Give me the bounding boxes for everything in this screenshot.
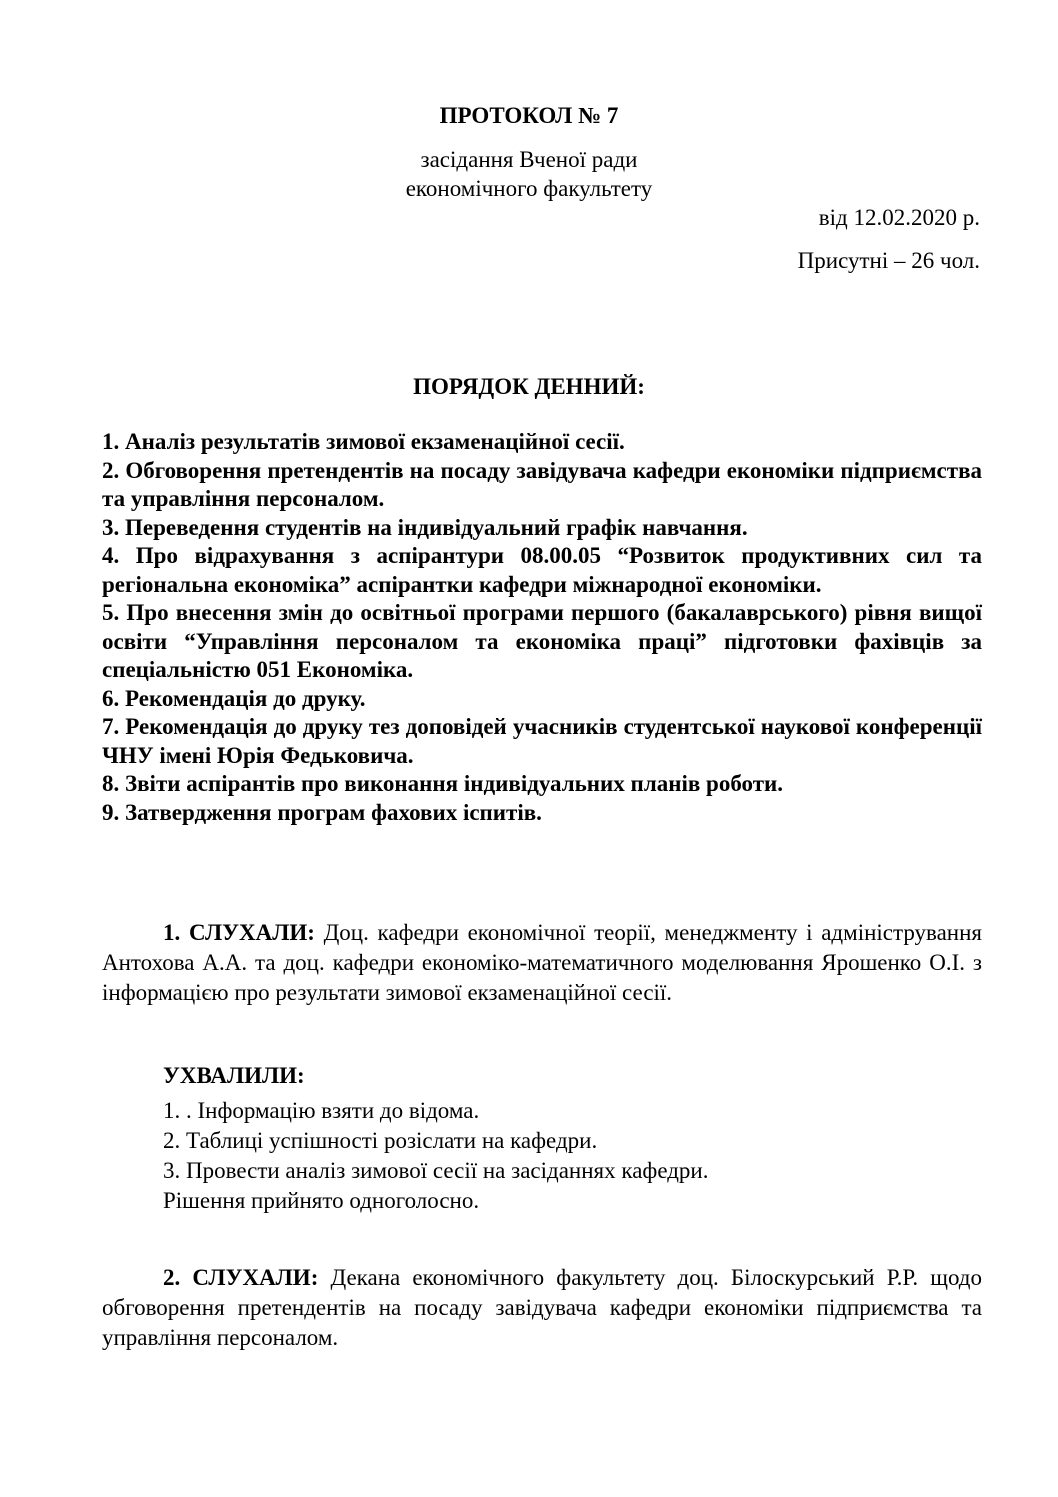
agenda-item: 5. Про внесення змін до освітньої програми першого (бакалаврського) рівня вищої освіти “Управління персоналом та економіка праці” підготовки фахівців за спеціальністю 051 Економіка.	[102, 600, 982, 682]
agenda-item: 7. Рекомендація до друку тез доповідей учасників студентської наукової конференції ЧНУ імені Юрія Федьковича.	[102, 714, 982, 768]
resolution-item: 2. Таблиці успішності розіслати на кафедри.	[163, 1128, 598, 1153]
agenda-list	[102, 428, 982, 827]
agenda-item: 4. Про відрахування з аспірантури 08.00.05 “Розвиток продуктивних сил та регіональна економіка” аспірантки кафедри міжнародної економіки.	[102, 543, 982, 597]
faculty-subtitle: економічного факультету	[405, 176, 653, 201]
section1-resolutions	[163, 1096, 709, 1216]
agenda-item: 3. Переведення студентів на індивідуальний графік навчання.	[102, 514, 748, 540]
agenda-item: 2. Обговорення претендентів на посаду завідувача кафедри економіки підприємства та управління персоналом.	[102, 457, 982, 511]
agenda-title: ПОРЯДОК ДЕННИЙ:	[413, 374, 645, 399]
agenda-item: 6. Рекомендація до друку.	[102, 685, 366, 711]
council-subtitle: засідання Вченої ради	[420, 147, 638, 172]
attendance-count: Присутні – 26 чол.	[797, 248, 980, 273]
section2-heard-text: Декана економічного факультету доц. Білоскурський Р.Р. щодо обговорення претендентів на посаду завідувача кафедри економіки підприємства та управління персоналом.	[102, 1265, 982, 1350]
resolution-item: Рішення прийнято одноголосно.	[163, 1188, 480, 1213]
section1-heard-paragraph	[102, 918, 982, 1008]
section1-heard-label: 1. СЛУХАЛИ:	[163, 920, 315, 945]
section2-heard-label: 2. СЛУХАЛИ:	[163, 1265, 319, 1290]
meeting-date: від 12.02.2020 р.	[818, 205, 980, 230]
resolution-item: 1. . Інформацію взяти до відома.	[163, 1098, 480, 1123]
agenda-item: 1. Аналіз результатів зимової екзаменаційної сесії.	[102, 429, 625, 454]
agenda-item: 8. Звіти аспірантів про виконання індивідуальних планів роботи.	[102, 771, 784, 796]
protocol-title: ПРОТОКОЛ № 7	[439, 103, 619, 128]
resolution-item: 3. Провести аналіз зимової сесії на засіданнях кафедри.	[163, 1158, 709, 1183]
section1-heard-text: Доц. кафедри економічної теорії, менеджменту і адміністрування Антохова А.А. та доц. кафедри економіко-математичного моделювання Ярошенко О.І. з інформацією про результати зимової екзаменаційної сесії.	[102, 920, 982, 1005]
agenda-item: 9. Затвердження програм фахових іспитів.	[102, 799, 542, 825]
section2-heard-paragraph	[102, 1263, 982, 1353]
section1-resolved-label: УХВАЛИЛИ:	[163, 1063, 305, 1088]
